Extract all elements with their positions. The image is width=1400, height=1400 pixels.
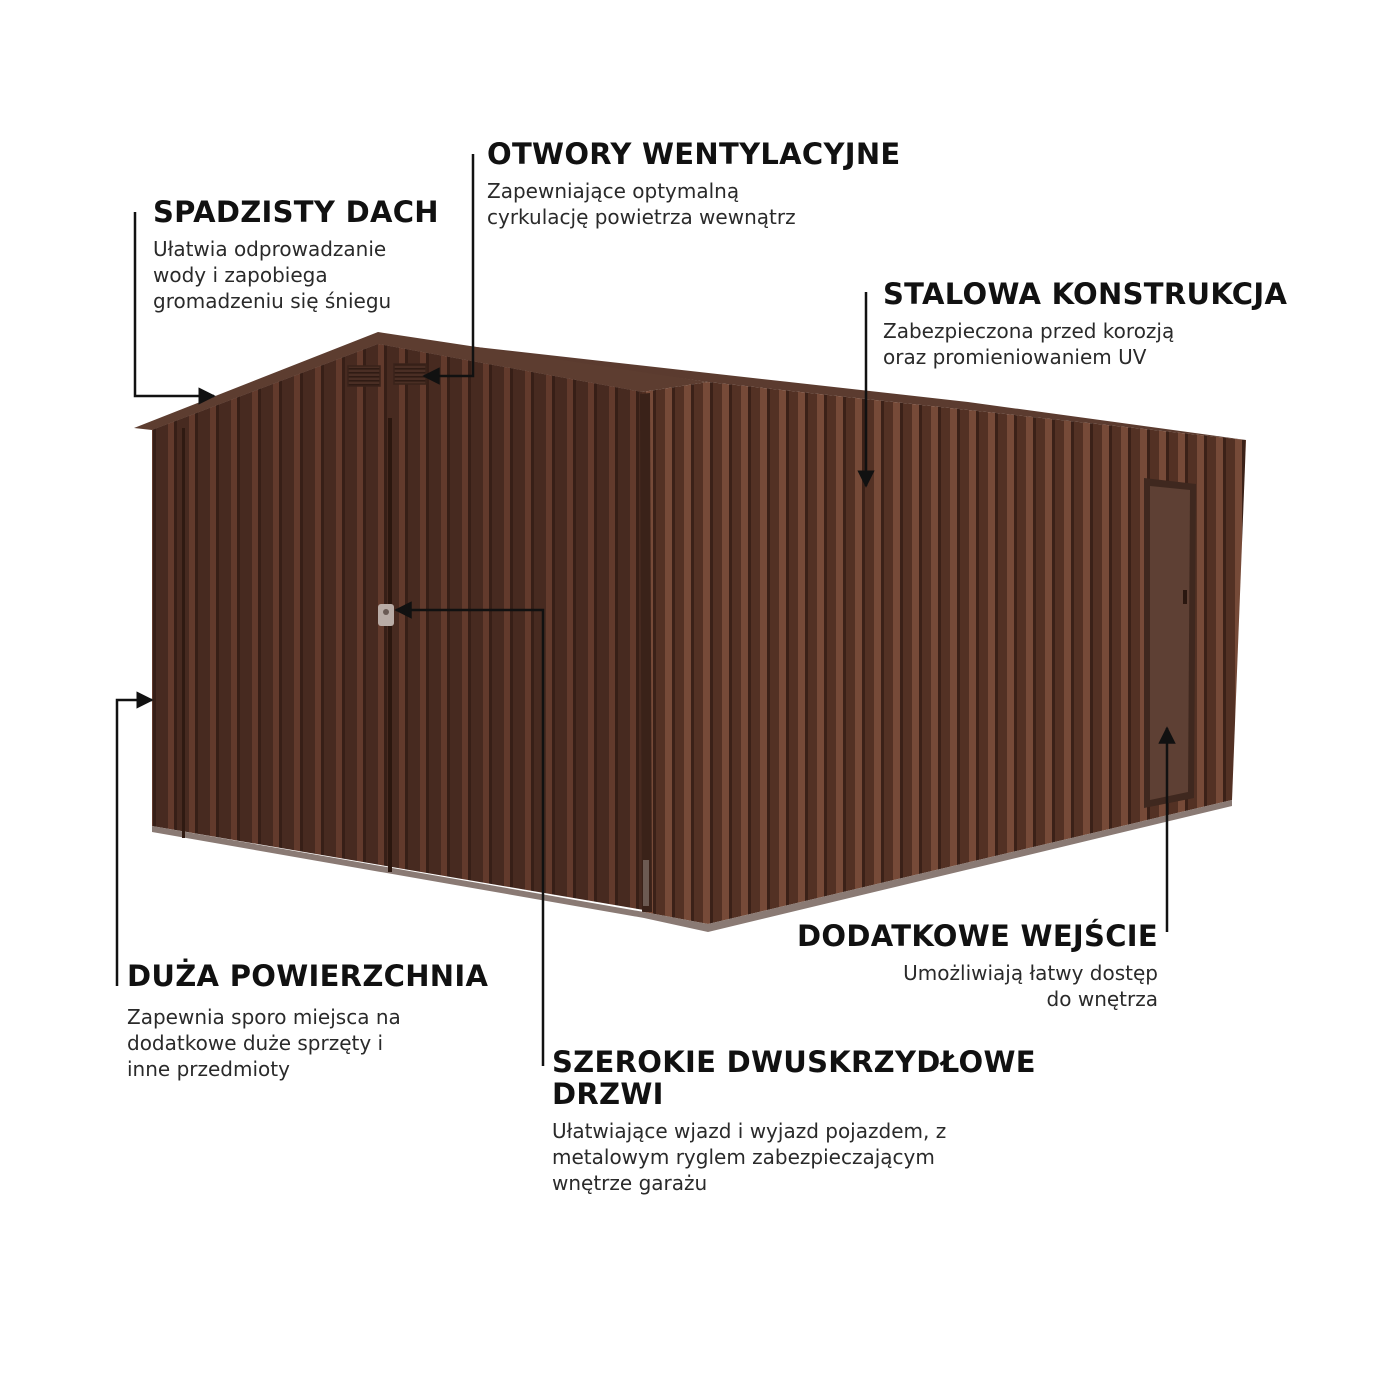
feature-doors xyxy=(552,1046,1036,1196)
door-split-line xyxy=(388,418,392,872)
feature-area-desc-2: dodatkowe duże sprzęty i xyxy=(127,1031,384,1055)
feature-doors-title xyxy=(552,1046,1036,1110)
feature-vents xyxy=(487,138,901,230)
feature-doors-title-2: DRZWI xyxy=(552,1077,664,1111)
feature-vents-desc-1: Zapewniające optymalną xyxy=(487,179,740,203)
feature-steel-desc-2: oraz promieniowaniem UV xyxy=(883,345,1147,369)
feature-entrance-desc-1: Umożliwiają łatwy dostęp xyxy=(903,961,1158,985)
feature-steel xyxy=(883,278,1287,370)
feature-roof-desc-1: Ułatwia odprowadzanie xyxy=(153,237,387,261)
feature-doors-desc-2: metalowym ryglem zabezpieczającym xyxy=(552,1145,935,1169)
feature-entrance-desc-2: do wnętrza xyxy=(1046,987,1158,1011)
feature-roof-desc-2: wody i zapobiega xyxy=(153,263,328,287)
feature-steel-desc-1: Zabezpieczona przed korozją xyxy=(883,319,1175,343)
feature-area-title: DUŻA POWIERZCHNIA xyxy=(127,959,489,993)
vent-left xyxy=(348,366,380,386)
feature-area-desc-3: inne przedmioty xyxy=(127,1057,290,1081)
side-door xyxy=(1144,478,1196,808)
feature-steel-title: STALOWA KONSTRUKCJA xyxy=(883,277,1288,311)
feature-doors-title-1: SZEROKIE DWUSKRZYDŁOWE xyxy=(552,1045,1036,1079)
feature-vents-desc-2: cyrkulację powietrza wewnątrz xyxy=(487,205,796,229)
area-callout-line xyxy=(117,700,152,986)
feature-area xyxy=(127,960,488,1082)
feature-roof-title: SPADZISTY DACH xyxy=(153,195,439,229)
feature-entrance xyxy=(797,920,1158,1012)
feature-entrance-title: DODATKOWE WEJŚCIE xyxy=(797,919,1158,953)
feature-doors-desc-1: Ułatwiające wjazd i wyjazd pojazdem, z xyxy=(552,1119,947,1143)
door-lock xyxy=(378,604,394,626)
feature-vents-title: OTWORY WENTYLACYJNE xyxy=(487,137,901,171)
vent-right xyxy=(394,364,426,384)
feature-roof-desc-3: gromadzeniu się śniegu xyxy=(153,289,392,313)
feature-doors-desc-3: wnętrze garażu xyxy=(552,1171,708,1195)
feature-roof xyxy=(153,196,439,314)
feature-area-desc-1: Zapewnia sporo miejsca na xyxy=(127,1005,401,1029)
